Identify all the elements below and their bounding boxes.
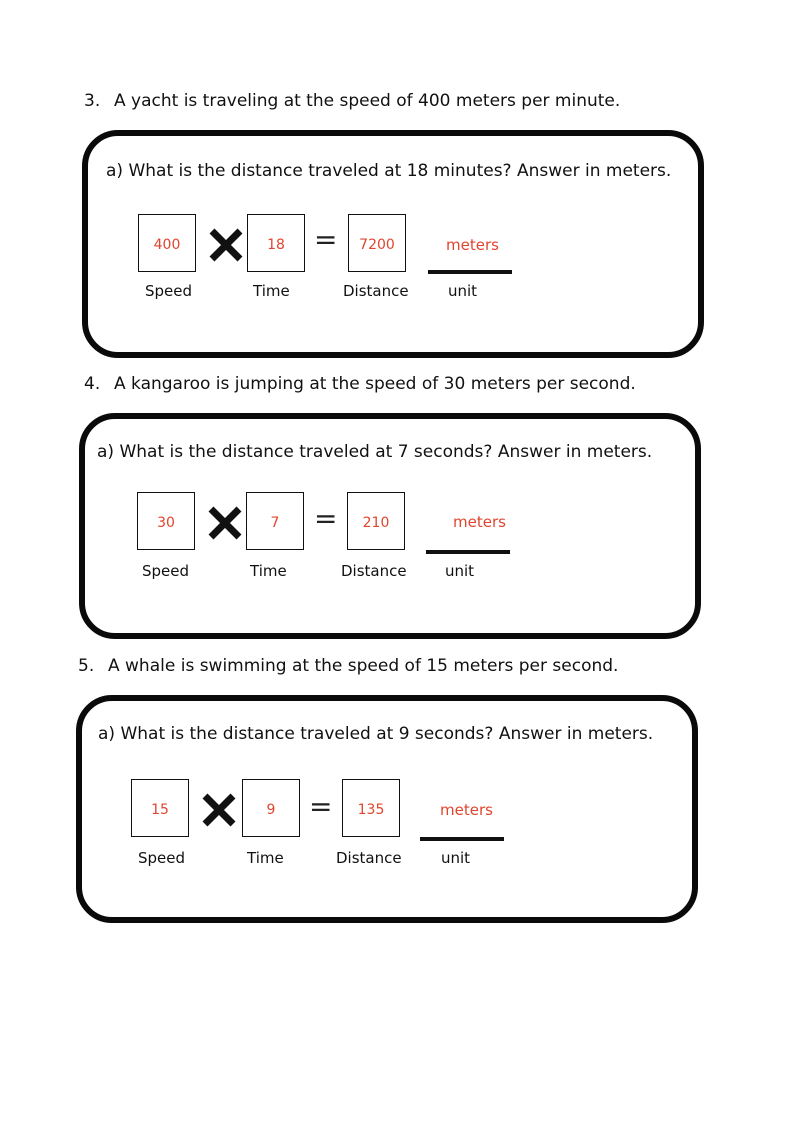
distance-label: Distance: [336, 849, 402, 867]
sub-question: a) What is the distance traveled at 7 seconds? Answer in meters.: [97, 442, 653, 462]
time-box[interactable]: [247, 214, 305, 272]
problem-number: 3.: [84, 91, 101, 111]
sub-question: a) What is the distance traveled at 9 seconds? Answer in meters.: [98, 724, 654, 744]
speed-label: Speed: [138, 849, 186, 867]
question-text: A whale is swimming at the speed of 15 meters per second.: [108, 656, 619, 676]
speed-label: Speed: [145, 282, 193, 300]
unit-label: unit: [441, 849, 471, 867]
speed-label: Speed: [142, 562, 190, 580]
speed-box[interactable]: [137, 492, 195, 550]
unit-label: unit: [445, 562, 475, 580]
problem-3-card: [82, 130, 704, 358]
question-text: A yacht is traveling at the speed of 400 meters per minute.: [114, 91, 621, 111]
problem-3-question: [84, 90, 620, 112]
distance-value: 7200: [359, 237, 395, 253]
unit-answer-line[interactable]: [426, 550, 510, 554]
problem-5-card: [76, 695, 698, 923]
unit-label: unit: [448, 282, 478, 300]
speed-value: 30: [157, 515, 175, 531]
sub-question: a) What is the distance traveled at 18 minutes? Answer in meters.: [106, 161, 672, 181]
equals-sign: =: [309, 790, 333, 823]
multiply-icon: [200, 791, 238, 829]
speed-box[interactable]: [131, 779, 189, 837]
unit-answer-line[interactable]: [428, 270, 512, 274]
time-label: Time: [247, 849, 284, 867]
equals-sign: =: [314, 223, 338, 256]
distance-label: Distance: [343, 282, 409, 300]
distance-box[interactable]: [342, 779, 400, 837]
problem-5-question: [78, 655, 618, 677]
question-text: A kangaroo is jumping at the speed of 30 meters per second.: [114, 374, 636, 394]
time-label: Time: [253, 282, 290, 300]
unit-answer: meters: [453, 513, 506, 531]
multiply-icon: [207, 226, 245, 264]
problem-number: 5.: [78, 656, 95, 676]
problem-4-question: [84, 373, 636, 395]
time-value: 18: [267, 237, 285, 253]
unit-answer: meters: [446, 236, 499, 254]
distance-value: 210: [362, 515, 390, 531]
time-box[interactable]: [246, 492, 304, 550]
speed-value: 15: [151, 802, 169, 818]
unit-answer: meters: [440, 801, 493, 819]
speed-box[interactable]: [138, 214, 196, 272]
problem-number: 4.: [84, 374, 101, 394]
distance-box[interactable]: [348, 214, 406, 272]
multiply-icon: [206, 504, 244, 542]
distance-label: Distance: [341, 562, 407, 580]
equals-sign: =: [314, 502, 338, 535]
distance-box[interactable]: [347, 492, 405, 550]
time-value: 7: [270, 515, 280, 531]
time-box[interactable]: [242, 779, 300, 837]
problem-4-card: [79, 413, 701, 639]
time-value: 9: [266, 802, 276, 818]
speed-value: 400: [153, 237, 181, 253]
distance-value: 135: [357, 802, 385, 818]
unit-answer-line[interactable]: [420, 837, 504, 841]
time-label: Time: [250, 562, 287, 580]
